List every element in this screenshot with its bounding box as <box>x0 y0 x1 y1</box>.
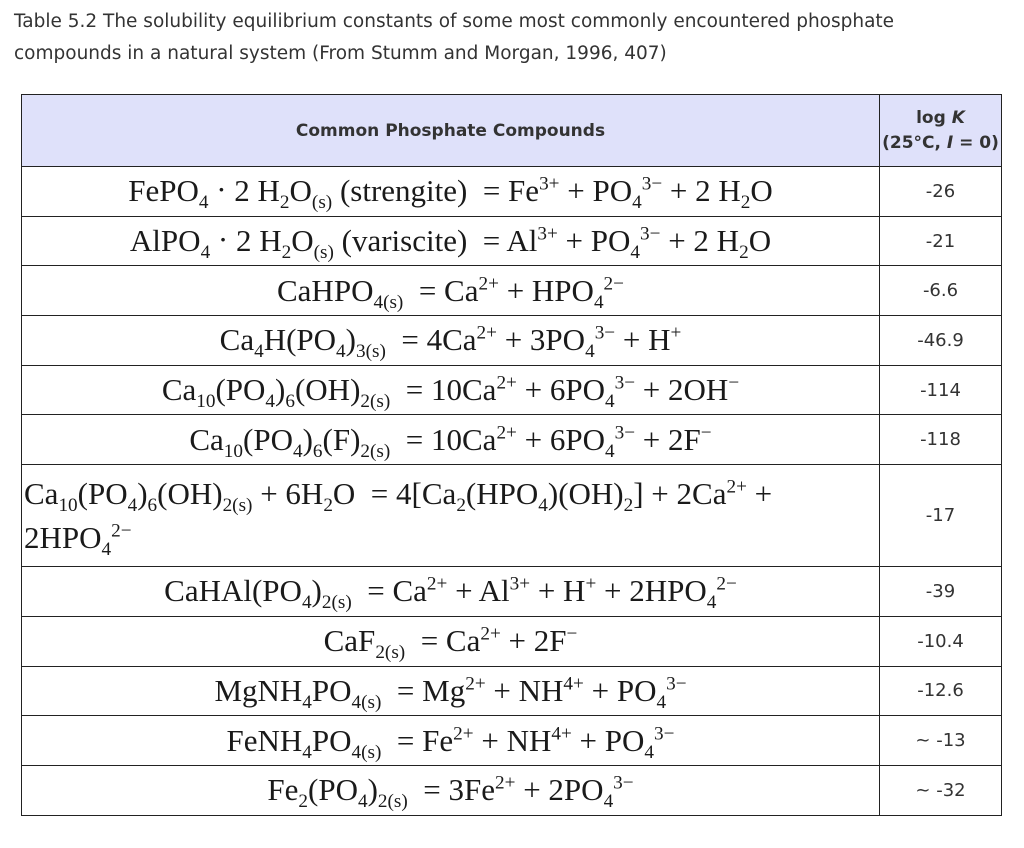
header-conditions-b: = 0) <box>953 132 999 153</box>
equation-cell: $Fe_2(PO_4)_{2(s)} = 3Fe^{2+} + 2PO_4^{3-}$ <box>22 765 880 815</box>
table-row <box>22 616 1002 666</box>
table-row <box>22 666 1002 716</box>
table-row <box>22 167 1002 217</box>
table-row <box>22 567 1002 617</box>
equation-cell: $Ca_{10}(PO_4)_6(OH)_{2(s)} = 10Ca^{2+} + 6PO_4^{3-} + 2OH^-$ <box>22 365 880 415</box>
table-row <box>22 266 1002 316</box>
table-row <box>22 216 1002 266</box>
equation-cell: $CaF_{2(s)} = Ca^{2+} + 2F^-$ <box>22 616 880 666</box>
equation-cell: $Ca_{10}(PO_4)_6(F)_{2(s)} = 10Ca^{2+} + 6PO_4^{3-} + 2F^-$ <box>22 415 880 465</box>
table-row <box>22 716 1002 766</box>
log-k-cell: -39 <box>880 567 1002 617</box>
solubility-table <box>21 94 1002 816</box>
log-k-cell: -21 <box>880 216 1002 266</box>
log-k-cell: -10.4 <box>880 616 1002 666</box>
equation-cell: AlPO$_4$ · 2 $H_2O_{(s)}$ (variscite) = $Al^{3+} + PO_4^{3-} + 2$ $H_2O$ <box>22 216 880 266</box>
log-k-cell: ~ -13 <box>880 716 1002 766</box>
table-row <box>22 415 1002 465</box>
equation-cell: $FeNH_4PO_{4(s)} = Fe^{2+} + NH^{4+} + PO_4^{3-}$ <box>22 716 880 766</box>
table-row <box>22 316 1002 366</box>
log-k-cell: ~ -32 <box>880 765 1002 815</box>
equation-cell: $Ca_4H(PO_4)_{3(s)} = 4Ca^{2+} + 3PO_4^{3-} + H^+$ <box>22 316 880 366</box>
log-k-cell: -46.9 <box>880 316 1002 366</box>
table-row <box>22 765 1002 815</box>
table-caption: Table 5.2 The solubility equilibrium constants of some most commonly encountered phosphate compounds in a natural system (From Stumm and Morgan, 1996, 407) <box>14 11 895 64</box>
header-conditions-a: (25°C, <box>882 132 947 153</box>
header-log-k <box>880 95 1002 167</box>
log-k-cell: -17 <box>880 465 1002 567</box>
header-log-k-prefix: log <box>916 107 952 128</box>
equation-cell: $Ca_{10}(PO_4)_6(OH)_{2(s)} + 6H_2O = 4[Ca_2(HPO_4)(OH)_2] + 2Ca^{2+} + 2HPO_4^{2-}$ <box>22 465 880 567</box>
table-row <box>22 365 1002 415</box>
log-k-cell: -114 <box>880 365 1002 415</box>
log-k-cell: -12.6 <box>880 666 1002 716</box>
header-log-k-var: K <box>951 107 965 128</box>
header-conditions-var: I <box>946 132 954 153</box>
equation-cell: $MgNH_4PO_{4(s)} = Mg^{2+} + NH^{4+} + PO_4^{3-}$ <box>22 666 880 716</box>
table-row <box>22 465 1002 567</box>
log-k-cell: -6.6 <box>880 266 1002 316</box>
log-k-cell: -118 <box>880 415 1002 465</box>
header-compounds: Common Phosphate Compounds <box>22 95 880 167</box>
equation-cell: CaHPO$_{4(s)}$ = $Ca^{2+} + HPO_4^{2-}$ <box>22 266 880 316</box>
table-header-row <box>22 95 1002 167</box>
equation-cell: $CaHAl(PO_4)_{2(s)} = Ca^{2+} + Al^{3+} + H^+ + 2HPO_4^{2-}$ <box>22 567 880 617</box>
equation-cell: FePO$_4$ · 2 $H_2O_{(s)}$ (strengite) = $Fe^{3+} + PO_4^{3-} + 2$ $H_2O$ <box>22 167 880 217</box>
log-k-cell: -26 <box>880 167 1002 217</box>
